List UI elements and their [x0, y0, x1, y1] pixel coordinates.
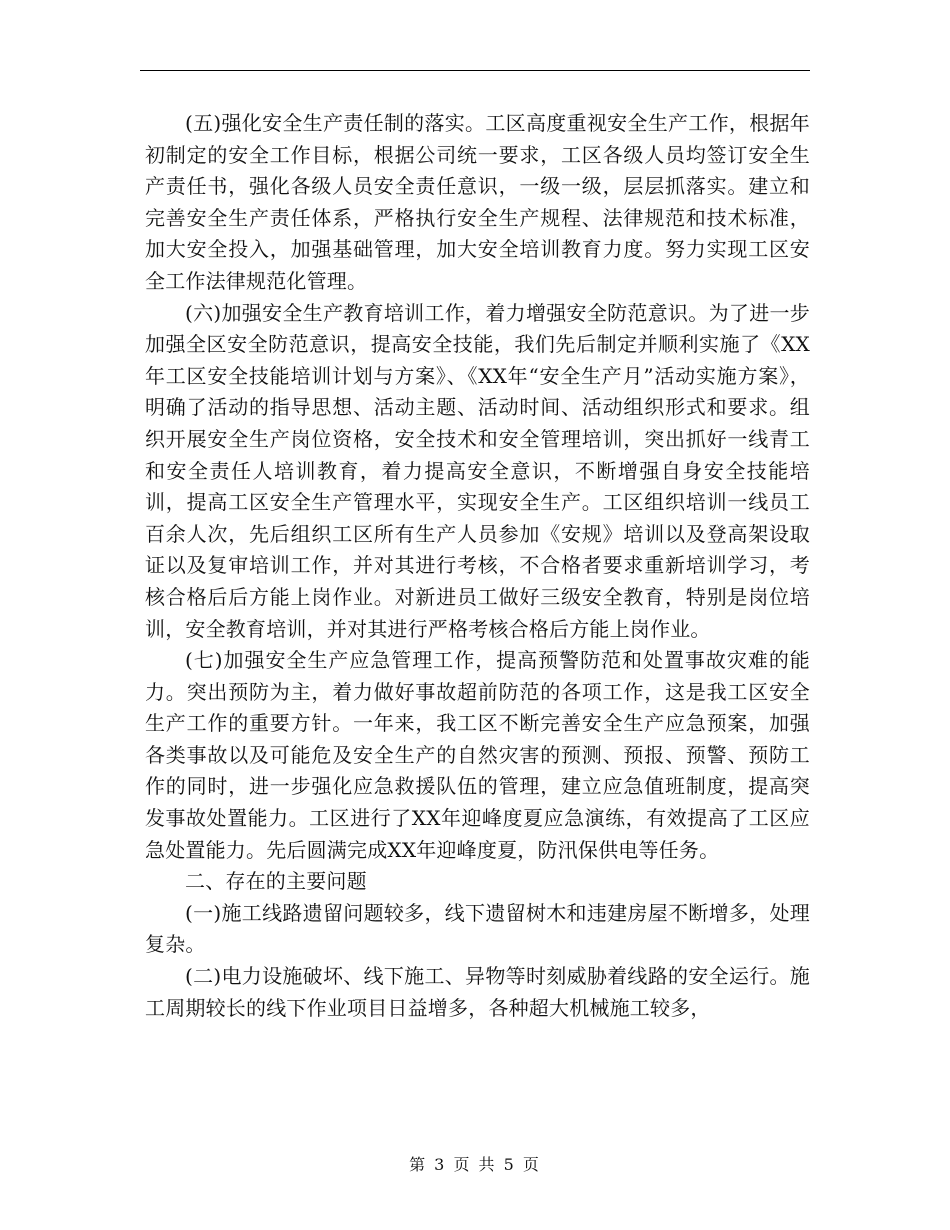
paragraph-7-emergency-management: (七)加强安全生产应急管理工作，提高预警防范和处置事故灾难的能力。突出预防为主，着力做好事故超前防范的各项工作，这是我工区安全生产工作的重要方针。一年来，我工区不断完善安全生产应急预案，加强各类事故以及可能危及安全生产的自然灾害的预测、预报、预警、预防工作的同时，进一步强化应急救援队伍的管理，建立应急值班制度，提高突发事故处置能力。工区进行了XX年迎峰度夏应急演练，有效提高了工区应急处置能力。先后圆满完成XX年迎峰度夏，防汛保供电等任务。: [145, 648, 810, 862]
page-number-footer: 第 3 页 共 5 页: [409, 1155, 541, 1174]
paragraph-problem-1: (一)施工线路遗留问题较多，线下遗留树木和违建房屋不断增多，处理复杂。: [145, 900, 810, 957]
body-text: [145, 108, 810, 1024]
header-rule: [140, 70, 810, 71]
paragraph-6-safety-training: (六)加强安全生产教育培训工作，着力增强安全防范意识。为了进一步加强全区安全防范意识，提高安全技能，我们先后制定并顺利实施了《XX年工区安全技能培训计划与方案》、《XX年“安全生产月”活动实施方案》，明确了活动的指导思想、活动主题、活动时间、活动组织形式和要求。组织开展安全生产岗位资格，安全技术和安全管理培训，突出抓好一线青工和安全责任人培训教育，着力提高安全意识，不断增强自身安全技能培训，提高工区安全生产管理水平，实现安全生产。工区组织培训一线员工百余人次，先后组织工区所有生产人员参加《安规》培训以及登高架设取证以及复审培训工作，并对其进行考核，不合格者要求重新培训学习，考核合格后后方能上岗作业。对新进员工做好三级安全教育，特别是岗位培训，安全教育培训，并对其进行严格考核合格后方能上岗作业。: [145, 300, 810, 641]
paragraph-5-safety-responsibility: (五)强化安全生产责任制的落实。工区高度重视安全生产工作，根据年初制定的安全工作目标，根据公司统一要求，工区各级人员均签订安全生产责任书，强化各级人员安全责任意识，一级一级，层层抓落实。建立和完善安全生产责任体系，严格执行安全生产规程、法律规范和技术标准，加大安全投入，加强基础管理，加大安全培训教育力度。努力实现工区安全工作法律规范化管理。: [145, 111, 810, 293]
paragraph-problem-2: (二)电力设施破坏、线下施工、异物等时刻威胁着线路的安全运行。施工周期较长的线下作业项目日益增多，各种超大机械施工较多，: [145, 964, 810, 1020]
section-heading-main-problems: 二、存在的主要问题: [185, 869, 367, 894]
